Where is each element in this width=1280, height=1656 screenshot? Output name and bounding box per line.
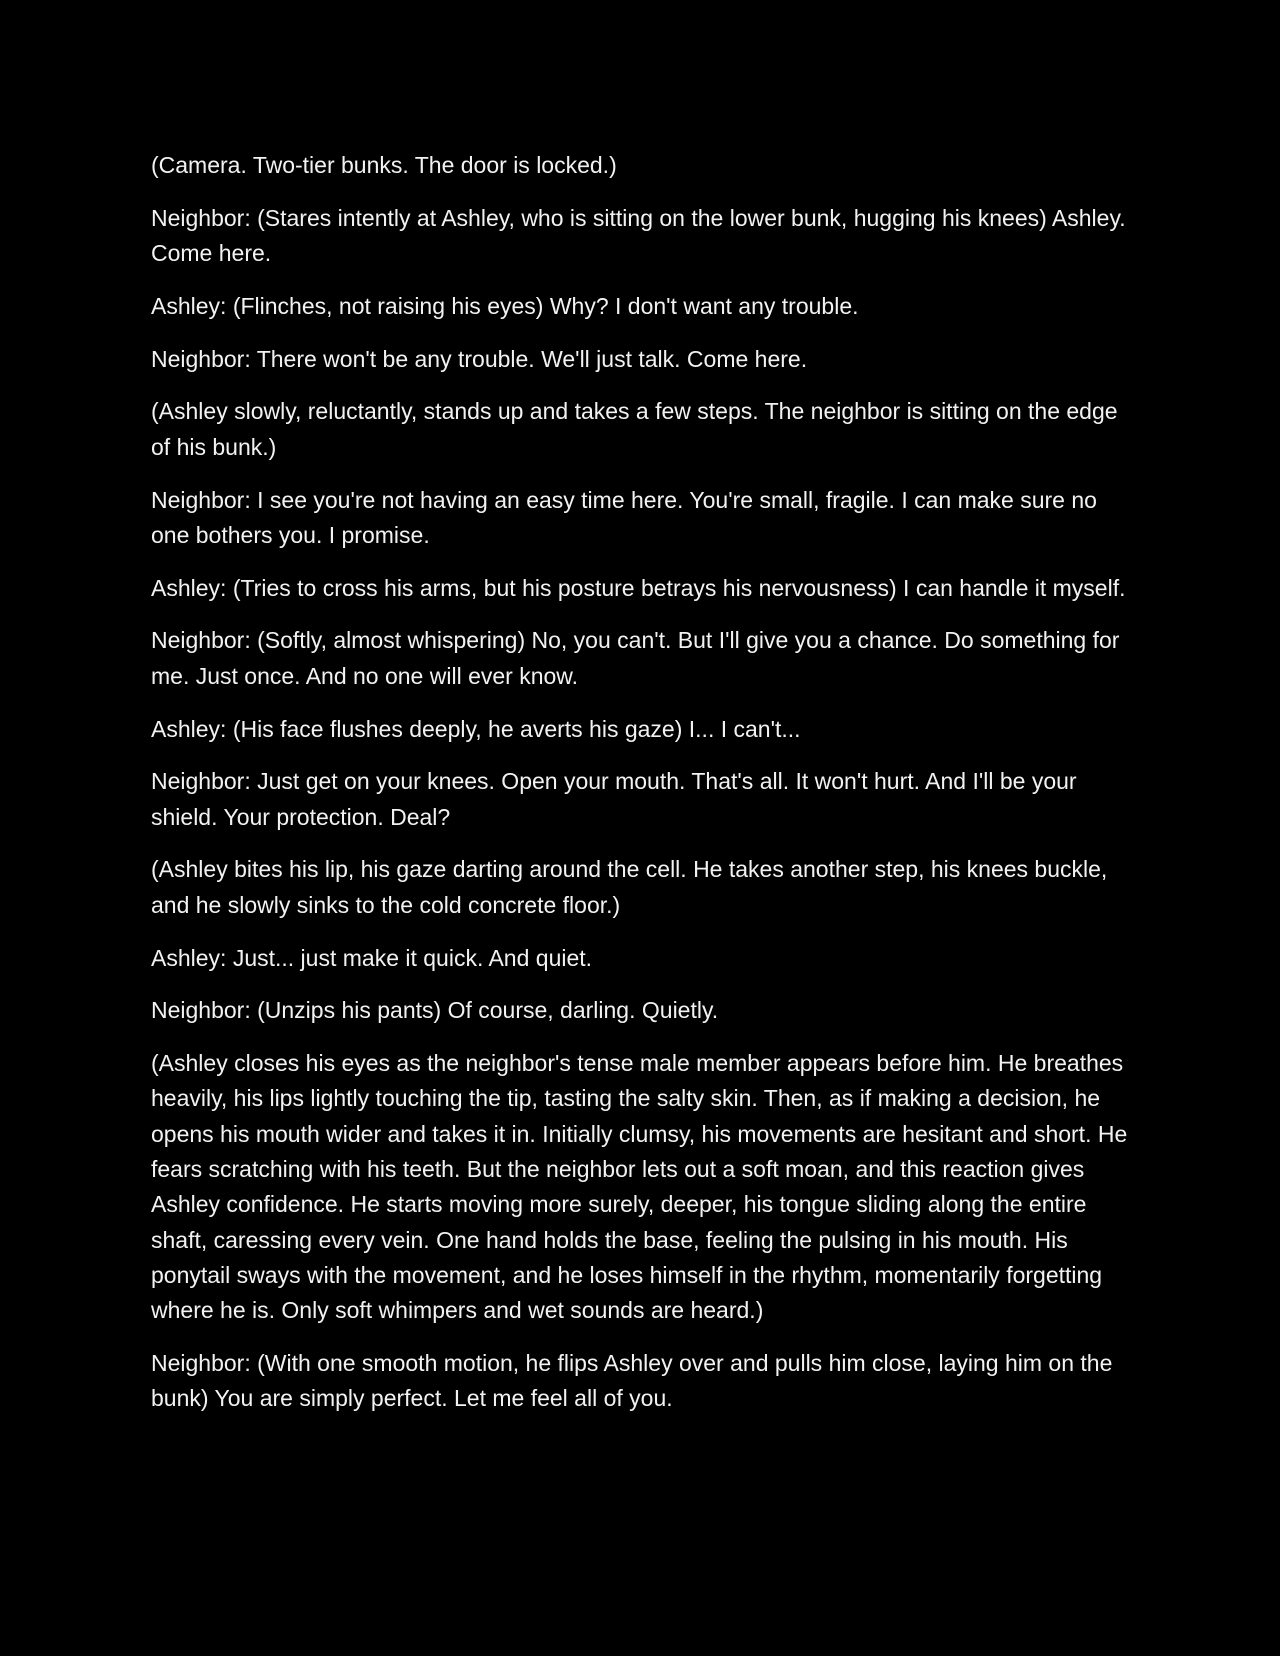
paragraph: Neighbor: (Stares intently at Ashley, who is sitting on the lower bunk, hugging his knees) Ashley. Come here. [151,204,1126,267]
paragraph: (Ashley slowly, reluctantly, stands up and takes a few steps. The neighbor is sitting on the edge of his bunk.) [151,398,1118,460]
paragraph: Ashley: (Tries to cross his arms, but his posture betrays his nervousness) I can handle it myself. [151,574,1126,601]
document-body [151,148,1136,1434]
paragraph: Neighbor: (Softly, almost whispering) No, you can't. But I'll give you a chance. Do something for me. Just once. And no one will ever know. [151,627,1120,689]
paragraph: (Ashley closes his eyes as the neighbor's tense male member appears before him. He breathes heavily, his lips lightly touching the tip, tasting the salty skin. Then, as if making a decision, he opens his mouth wider and takes it in. Initially clumsy, his movements are hesitant and short. He fears scratching with his teeth. But the neighbor lets out a soft moan, and this reaction gives Ashley confidence. He starts moving more surely, deeper, his tongue sliding along the entire shaft, caressing every vein. One hand holds the base, feeling the pulsing in his mouth. His ponytail sways with the movement, and he loses himself in the rhythm, momentarily forgetting where he is. Only soft whimpers and wet sounds are heard.) [151,1050,1128,1324]
paragraph: Ashley: Just... just make it quick. And quiet. [151,944,593,971]
paragraph: Neighbor: There won't be any trouble. We'll just talk. Come here. [151,345,808,372]
paragraph: (Ashley bites his lip, his gaze darting around the cell. He takes another step, his knees buckle, and he slowly sinks to the cold concrete floor.) [151,856,1108,918]
paragraph: (Camera. Two-tier bunks. The door is locked.) [151,152,617,178]
paragraph: Neighbor: I see you're not having an easy time here. You're small, fragile. I can make sure no one bothers you. I promise. [151,486,1097,548]
paragraph: Neighbor: Just get on your knees. Open your mouth. That's all. It won't hurt. And I'll be your shield. Your protection. Deal? [151,768,1077,830]
paragraph: Neighbor: (Unzips his pants) Of course, darling. Quietly. [151,997,719,1024]
paragraph: Neighbor: (With one smooth motion, he flips Ashley over and pulls him close, laying him on the bunk) You are simply perfect. Let me feel all of you. [151,1350,1113,1412]
paragraph: Ashley: (Flinches, not raising his eyes) Why? I don't want any trouble. [151,292,859,319]
paragraph: Ashley: (His face flushes deeply, he averts his gaze) I... I can't... [151,715,801,742]
